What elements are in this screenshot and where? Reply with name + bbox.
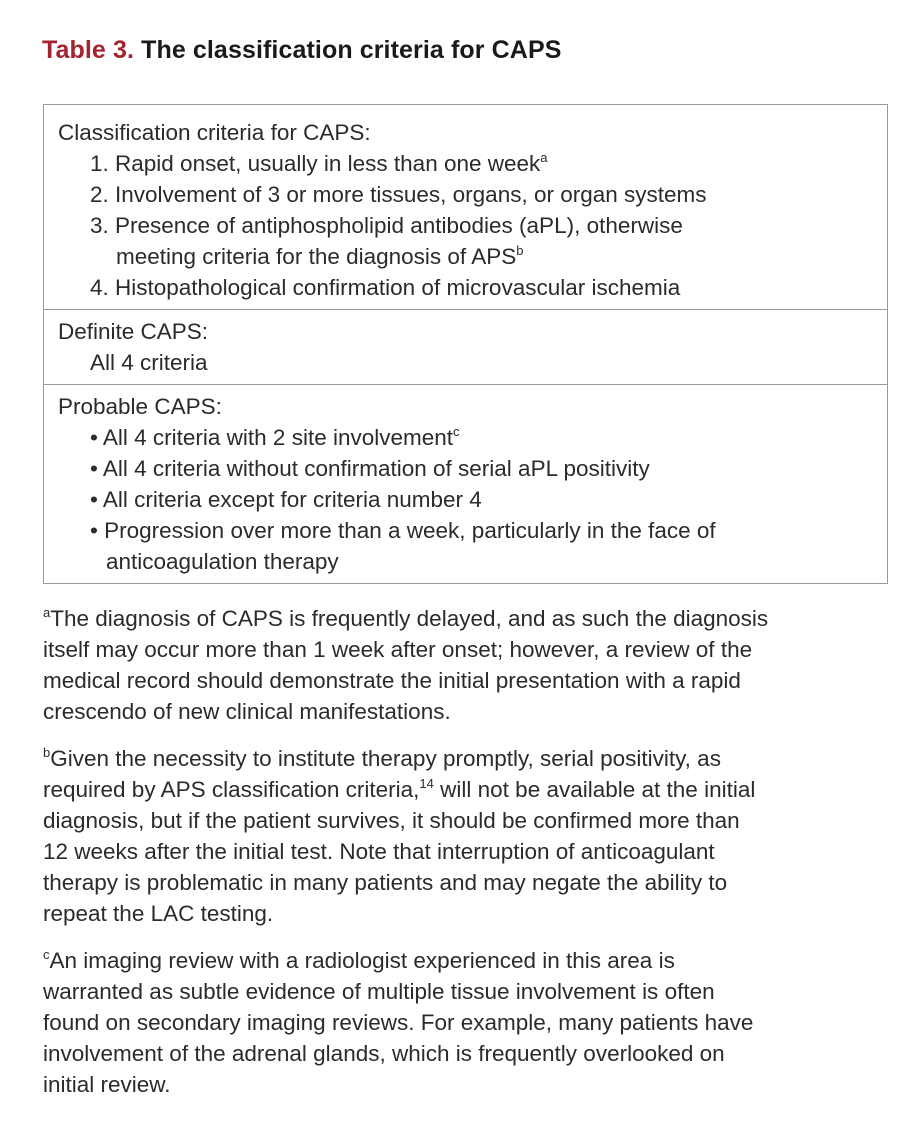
probable-item-3: • All criteria except for criteria number 4 <box>90 487 482 512</box>
table-caption: The classification criteria for CAPS <box>141 36 562 64</box>
table-number: Table 3. <box>42 36 135 64</box>
criterion-4: 4. Histopathological confirmation of microvascular ischemia <box>90 275 681 300</box>
section-heading: Classification criteria for CAPS: <box>58 120 371 145</box>
criteria-section <box>44 105 887 309</box>
probable-item-4-continued: anticoagulation therapy <box>106 549 339 574</box>
section-heading: Probable CAPS: <box>58 394 222 419</box>
table-title <box>42 36 562 65</box>
criterion-3: 3. Presence of antiphospholipid antibodies (aPL), otherwise <box>90 213 683 238</box>
definite-text: All 4 criteria <box>90 350 208 375</box>
probable-section <box>44 384 887 583</box>
criterion-2: 2. Involvement of 3 or more tissues, organs, or organ systems <box>90 182 707 207</box>
probable-item-4: • Progression over more than a week, particularly in the face of <box>90 518 716 543</box>
probable-item-1: • All 4 criteria with 2 site involvement$^c$ <box>90 424 460 450</box>
footnotes <box>43 603 893 1116</box>
criterion-3-continued: meeting criteria for the diagnosis of APS$^b$ <box>116 243 524 269</box>
criterion-1: 1. Rapid onset, usually in less than one week$^a$ <box>90 150 548 176</box>
section-heading: Definite CAPS: <box>58 319 209 344</box>
citation-ref: 14 <box>419 776 434 791</box>
footnote-a: $^a$The diagnosis of CAPS is frequently delayed, and as such the diagnosis itself may occur more than 1 week after onset; however, a review of the medical record should demonstrate the initial presentation with a rapid crescendo of new clinical manifestations. <box>43 605 769 724</box>
definite-section <box>44 309 887 384</box>
probable-item-2: • All 4 criteria without confirmation of serial aPL positivity <box>90 456 650 481</box>
footnote-b: $^b$Given the necessity to institute therapy promptly, serial positivity, as required by APS classification criteria,$^{14}$ will not be available at the initial diagnosis, but if the patient survives, it should be confirmed more than 12 weeks after the initial test. Note that interruption of anticoagulant therapy is problematic in many patients and may negate the ability to repeat the LAC testing. <box>43 745 756 926</box>
footnote-c: $^c$An imaging review with a radiologist experienced in this area is warranted as subtle evidence of multiple tissue involvement is often found on secondary imaging reviews. For example, many patients have involvement of the adrenal glands, which is frequently overlooked on initial review. <box>43 947 754 1097</box>
criteria-table <box>43 104 888 584</box>
